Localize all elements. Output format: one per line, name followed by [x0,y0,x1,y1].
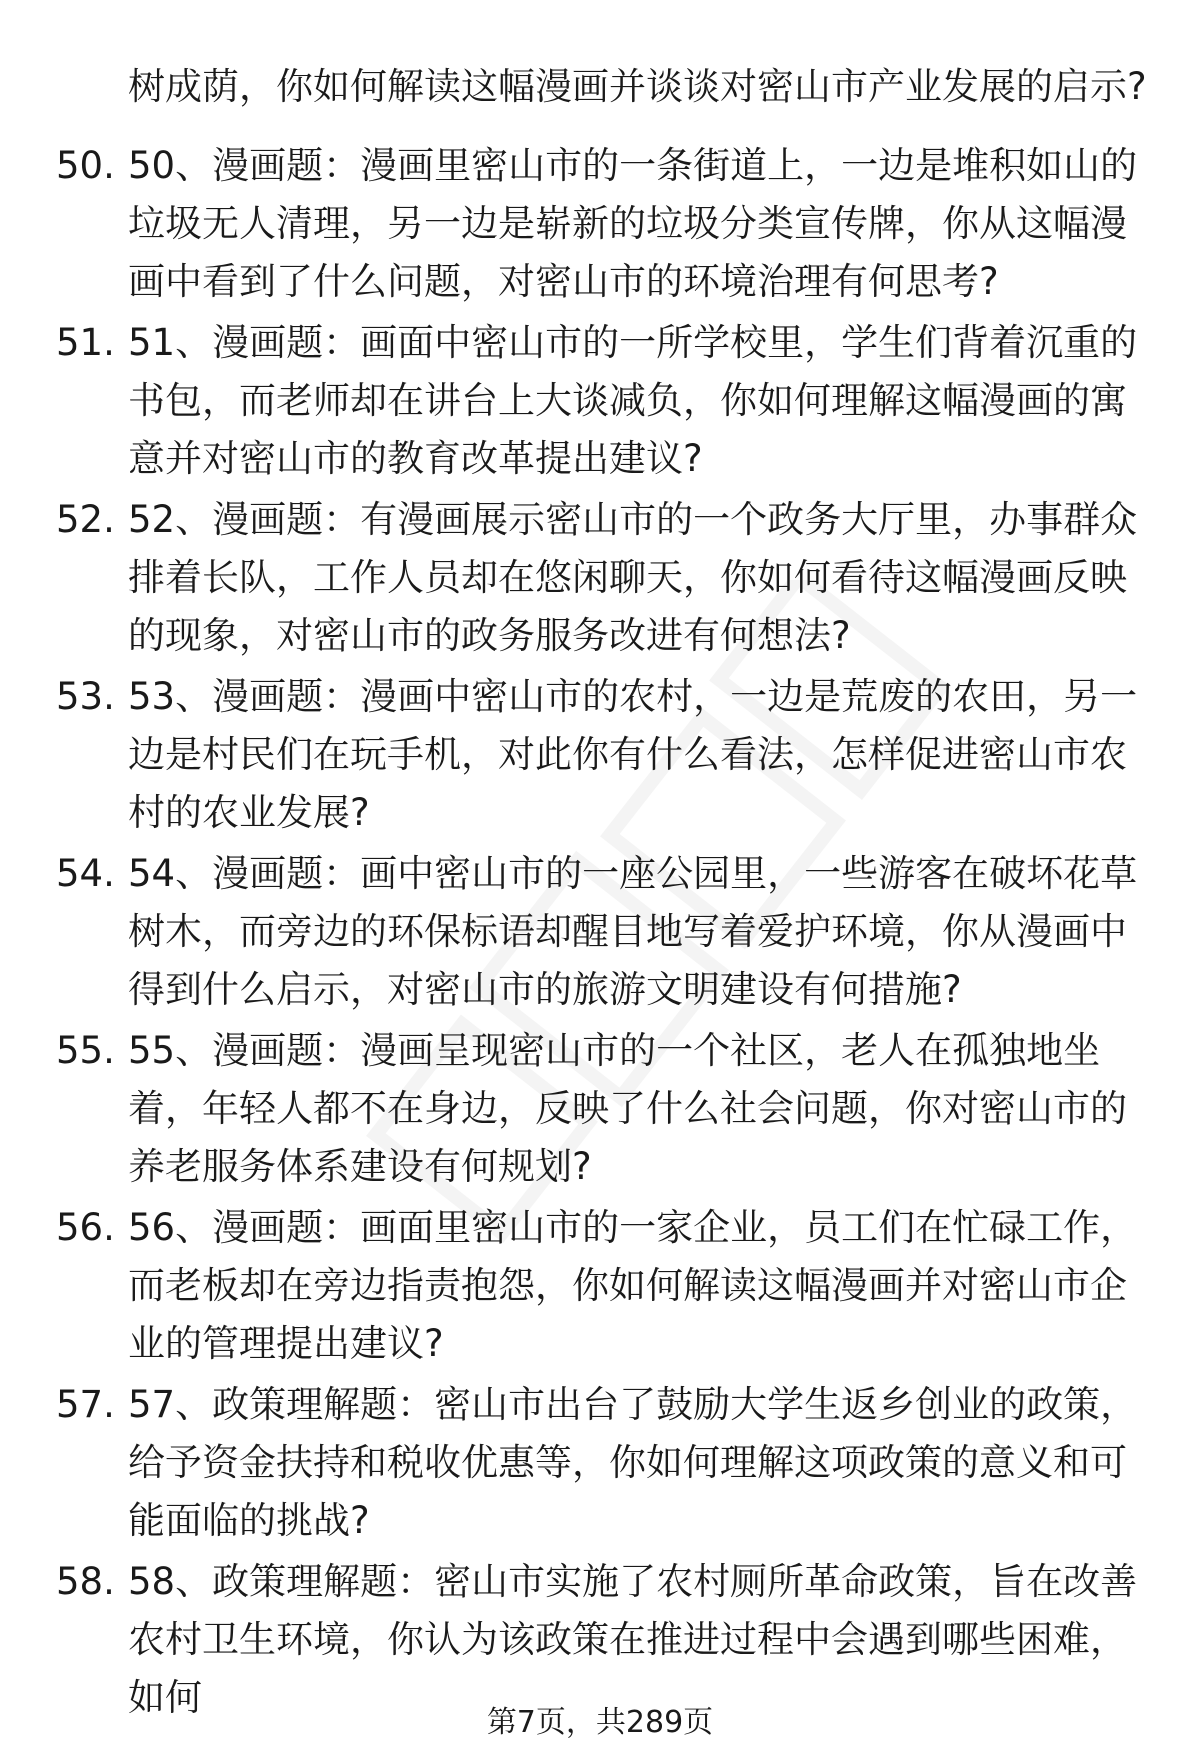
question-item [0,1376,1200,1552]
question-number: 51. [56,321,115,364]
question-item [0,1022,1200,1198]
question-item [0,1553,1200,1719]
question-text: 57、政策理解题：密山市出台了鼓励大学生返乡创业的政策，给予资金扶持和税收优惠等，你如何理解这项政策的意义和可能面临的挑战? [128,1383,1138,1542]
question-number: 56. [56,1206,115,1249]
question-number: 57. [56,1383,115,1426]
question-text: 55、漫画题：漫画呈现密山市的一个社区，老人在孤独地坐着，年轻人都不在身边，反映了什么社会问题，你对密山市的养老服务体系建设有何规划? [128,1029,1127,1188]
question-item [0,1199,1200,1375]
question-item [0,845,1200,1021]
continuation-text: 树成荫，你如何解读这幅漫画并谈谈对密山市产业发展的启示? [128,65,1147,108]
question-text: 56、漫画题：画面里密山市的一家企业，员工们在忙碌工作，而老板却在旁边指责抱怨，你如何解读这幅漫画并对密山市企业的管理提出建议? [128,1206,1138,1365]
question-number: 54. [56,852,115,895]
question-text: 51、漫画题：画面中密山市的一所学校里，学生们背着沉重的书包，而老师却在讲台上大谈减负，你如何理解这幅漫画的寓意并对密山市的教育改革提出建议? [128,321,1138,480]
question-item [0,491,1200,667]
question-text: 52、漫画题：有漫画展示密山市的一个政务大厅里，办事群众排着长队，工作人员却在悠闲聊天，你如何看待这幅漫画反映的现象，对密山市的政务服务改进有何想法? [128,498,1138,657]
question-item [0,137,1200,313]
question-text: 53、漫画题：漫画中密山市的农村，一边是荒废的农田，另一边是村民们在玩手机，对此你有什么看法，怎样促进密山市农村的农业发展? [128,675,1138,834]
question-number: 58. [56,1560,115,1603]
question-text: 54、漫画题：画中密山市的一座公园里，一些游客在破坏花草树木，而旁边的环保标语却醒目地写着爱护环境，你从漫画中得到什么启示，对密山市的旅游文明建设有何措施? [128,852,1138,1011]
question-number: 55. [56,1029,115,1072]
question-number: 53. [56,675,115,718]
question-number: 50. [56,144,115,187]
question-item [0,314,1200,490]
question-number: 52. [56,498,115,541]
question-text: 58、政策理解题：密山市实施了农村厕所革命政策，旨在改善农村卫生环境，你认为该政策在推进过程中会遇到哪些困难，如何 [128,1560,1138,1719]
question-text: 50、漫画题：漫画里密山市的一条街道上，一边是堆积如山的垃圾无人清理，另一边是崭新的垃圾分类宣传牌，你从这幅漫画中看到了什么问题，对密山市的环境治理有何思考? [128,144,1138,303]
question-item [0,668,1200,844]
page-footer: 第7页，共289页 [486,1705,714,1740]
